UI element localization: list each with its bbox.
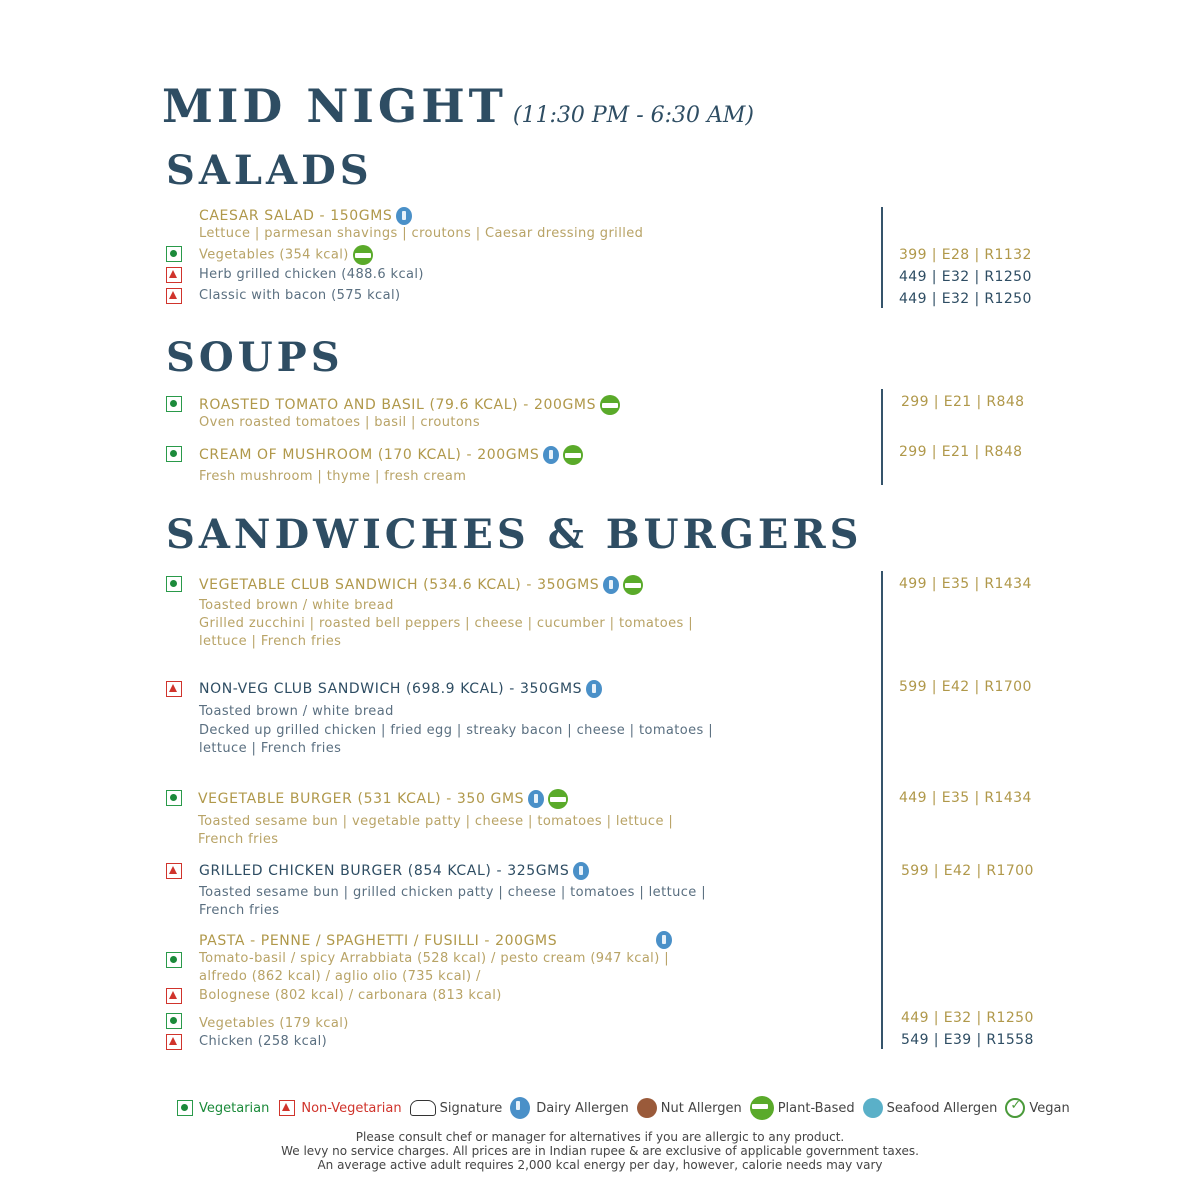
legend-veg: Vegetarian [175,1098,269,1118]
menu-item-option: Chicken (258 kcal) [199,1034,328,1049]
dairy-allergen-icon [396,207,412,225]
service-hours: (11:30 PM - 6:30 AM) [512,103,755,128]
dairy-allergen-icon [586,680,602,698]
menu-item-desc: Bolognese (802 kcal) / carbonara (813 kcal) [199,988,502,1003]
dairy-allergen-icon [656,931,672,949]
price: 449 | E32 | R1250 [899,291,1032,307]
veg-icon [177,1100,193,1116]
menu-item-option: Vegetables (354 kcal) [199,245,373,265]
price: 299 | E21 | R848 [901,394,1025,410]
legend-nonveg: Non-Vegetarian [277,1098,401,1118]
plant-based-icon [353,245,373,265]
menu-item-desc: Toasted brown / white bread [199,704,394,719]
menu-item-desc: alfredo (862 kcal) / aglio olio (735 kcal) / [199,969,481,984]
menu-item-desc: Fresh mushroom | thyme | fresh cream [199,469,467,484]
menu-item-desc: Tomato-basil / spicy Arrabbiata (528 kcal) / pesto cream (947 kcal) | [199,951,669,966]
price: 499 | E35 | R1434 [899,576,1032,592]
page-title-main: MID NIGHT [162,79,507,133]
price: 449 | E32 | R1250 [901,1010,1034,1026]
legend-vegan: ✓ Vegan [1005,1098,1069,1118]
veg-icon [166,1013,182,1029]
plant-based-icon [623,575,643,595]
menu-item-desc: Toasted brown / white bread [199,598,394,613]
dairy-allergen-icon [528,790,544,808]
menu-item-desc: Toasted sesame bun | grilled chicken patty | cheese | tomatoes | lettuce | [199,885,706,900]
price: 399 | E28 | R1132 [899,247,1032,263]
section-title-sandwiches: SANDWICHES & BURGERS [166,511,863,558]
menu-item-desc: lettuce | French fries [199,741,342,756]
veg-icon [166,446,182,462]
menu-item-name: GRILLED CHICKEN BURGER (854 KCAL) - 325GMS [199,862,589,880]
menu-item-desc: Oven roasted tomatoes | basil | croutons [199,415,480,430]
legend-plant: Plant-Based [750,1096,855,1120]
price-divider [881,571,883,1049]
veg-icon [166,576,182,592]
menu-item-name: PASTA - PENNE / SPAGHETTI / FUSILLI - 200GMS [199,933,558,949]
legend-nut: Nut Allergen [637,1098,742,1118]
dairy-allergen-icon [543,446,559,464]
plant-based-icon [548,789,568,809]
menu-item-desc: Lettuce | parmesan shavings | croutons | Caesar dressing grilled [199,226,644,241]
price: 599 | E42 | R1700 [901,863,1034,879]
vegan-icon [1005,1098,1025,1118]
plant-based-icon [750,1096,774,1120]
menu-item-desc: Grilled zucchini | roasted bell peppers | cheese | cucumber | tomatoes | [199,616,693,631]
dairy-allergen-icon [510,1097,530,1119]
non-veg-icon [279,1100,295,1116]
veg-icon [166,396,182,412]
price-divider [881,207,883,308]
footer-note: Please consult chef or manager for alternatives if you are allergic to any product. [355,1130,845,1144]
footer-note: We levy no service charges. All prices are in Indian rupee & are exclusive of applicable government taxes. [281,1144,919,1158]
plant-based-icon [600,395,620,415]
price: 299 | E21 | R848 [899,444,1023,460]
dairy-allergen-icon [603,576,619,594]
menu-item-option: Classic with bacon (575 kcal) [199,288,401,303]
price: 549 | E39 | R1558 [901,1032,1034,1048]
menu-item-name: VEGETABLE BURGER (531 KCAL) - 350 GMS [198,789,568,809]
non-veg-icon [166,863,182,879]
non-veg-icon [166,681,182,697]
menu-item-name: VEGETABLE CLUB SANDWICH (534.6 KCAL) - 350GMS [199,575,643,595]
veg-icon [166,790,182,806]
non-veg-icon [166,288,182,304]
plant-based-icon [563,445,583,465]
section-title-salads: SALADS [166,147,373,194]
footer-note: An average active adult requires 2,000 kcal energy per day, however, calorie needs may vary [317,1158,883,1172]
menu-item-desc: Toasted sesame bun | vegetable patty | cheese | tomatoes | lettuce | [198,814,674,829]
price: 599 | E42 | R1700 [899,679,1032,695]
nut-allergen-icon [637,1098,657,1118]
menu-item-name: NON-VEG CLUB SANDWICH (698.9 KCAL) - 350GMS [199,680,602,698]
menu-item-desc: French fries [199,903,280,918]
legend [175,1097,1078,1119]
dairy-allergen-icon [573,862,589,880]
legend-seafood: Seafood Allergen [863,1098,998,1118]
non-veg-icon [166,267,182,283]
page-title [162,78,754,144]
menu-item-name: CREAM OF MUSHROOM (170 KCAL) - 200GMS [199,445,583,465]
menu-item-name: CAESAR SALAD - 150GMS [199,207,412,225]
menu-item-option: Vegetables (179 kcal) [199,1016,349,1031]
non-veg-icon [166,1034,182,1050]
seafood-allergen-icon [863,1098,883,1118]
section-title-soups: SOUPS [166,334,344,381]
price: 449 | E35 | R1434 [899,790,1032,806]
menu-item-desc: French fries [198,832,279,847]
legend-signature: Signature [410,1100,503,1116]
menu-item-desc: Decked up grilled chicken | fried egg | streaky bacon | cheese | tomatoes | [199,723,713,738]
menu-item-option: Herb grilled chicken (488.6 kcal) [199,267,424,282]
veg-icon [166,246,182,262]
menu-item-name: ROASTED TOMATO AND BASIL (79.6 KCAL) - 200GMS [199,395,620,415]
chef-hat-icon [410,1100,436,1116]
legend-dairy: Dairy Allergen [510,1097,628,1119]
price: 449 | E32 | R1250 [899,269,1032,285]
non-veg-icon [166,988,182,1004]
veg-icon [166,952,182,968]
price-divider [881,389,883,485]
menu-item-desc: lettuce | French fries [199,634,342,649]
